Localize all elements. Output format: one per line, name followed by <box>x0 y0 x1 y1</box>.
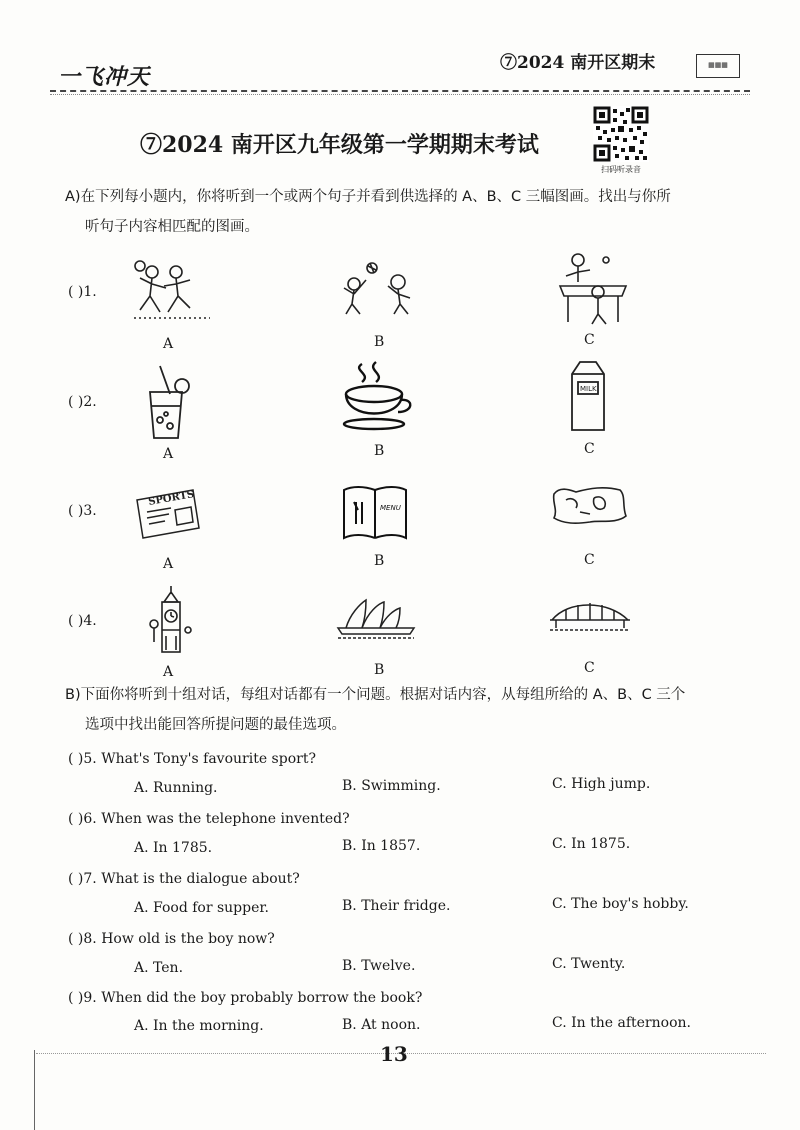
section-b-line-2: 选项中找出能回答所提问题的最佳选项。 <box>85 717 346 733</box>
section-a-line-1: A)在下列每小题内，你将听到一个或两个句子并看到供选择的 A、B、C 三幅图画。找出与你所 <box>65 189 671 205</box>
q7-option-a: A. Food for supper. <box>134 900 269 916</box>
sports-newspaper-picture <box>135 488 201 540</box>
coffee-cup-picture <box>342 360 414 432</box>
q5-option-b: B. Swimming. <box>342 778 441 794</box>
brand-logo-text: 一飞冲天 <box>58 65 151 90</box>
map-picture <box>550 484 630 526</box>
header-exam-label: ⑦2024 南开区期末 <box>500 53 656 73</box>
sports-runners-picture <box>132 258 212 326</box>
q4-option-a-label: A <box>163 664 174 680</box>
header-divider <box>50 90 750 92</box>
question-9-number: ( )9. <box>68 990 97 1006</box>
q1-option-a-label: A <box>163 336 174 352</box>
section-b-instructions <box>65 680 745 740</box>
q9-option-b: B. At noon. <box>342 1017 421 1033</box>
menu-book-picture <box>342 484 408 540</box>
question-9 <box>68 990 422 1006</box>
page-title: ⑦2024 南开区九年级第一学期期末考试 <box>140 132 539 158</box>
q8-option-b: B. Twelve. <box>342 958 416 974</box>
question-5-number: ( )5. <box>68 751 97 767</box>
milk-carton-picture <box>566 360 610 432</box>
question-5-text: What's Tony's favourite sport? <box>101 751 316 767</box>
section-b-line-1: B)下面你将听到十组对话，每组对话都有一个问题。根据对话内容，从每组所给的 A、B、C 三个 <box>65 687 686 703</box>
section-a-instructions <box>65 182 745 242</box>
question-7-number: ( )7. <box>68 871 97 887</box>
header-divider-secondary <box>50 94 750 95</box>
sydney-opera-house-picture <box>336 596 416 642</box>
q5-option-c: C. High jump. <box>552 776 651 792</box>
q1-option-c-label: C <box>584 332 595 348</box>
question-6 <box>68 811 350 827</box>
q7-option-c: C. The boy's hobby. <box>552 896 689 912</box>
question-8 <box>68 931 275 947</box>
menu-label: MENU <box>380 504 401 512</box>
question-3-number: ( )3. <box>68 503 97 519</box>
q6-option-a: A. In 1785. <box>134 840 213 856</box>
binding-margin-line <box>34 1050 35 1130</box>
page-number: 13 <box>380 1042 408 1066</box>
ping-pong-picture <box>558 252 628 326</box>
question-1-number: ( )1. <box>68 284 97 300</box>
q6-option-c: C. In 1875. <box>552 836 631 852</box>
q7-option-b: B. Their fridge. <box>342 898 451 914</box>
q9-option-c: C. In the afternoon. <box>552 1015 691 1031</box>
question-4-number: ( )4. <box>68 613 97 629</box>
juice-glass-picture <box>140 362 192 442</box>
q4-option-b-label: B <box>374 662 385 678</box>
kids-playing-ball-picture <box>340 262 420 318</box>
q4-option-c-label: C <box>584 660 595 676</box>
question-6-text: When was the telephone invented? <box>101 811 350 827</box>
q2-option-b-label: B <box>374 443 385 459</box>
question-8-text: How old is the boy now? <box>101 931 275 947</box>
question-5 <box>68 751 316 767</box>
big-ben-picture <box>148 584 194 656</box>
q5-option-a: A. Running. <box>134 780 218 796</box>
question-2-number: ( )2. <box>68 394 97 410</box>
bridge-picture <box>548 596 632 636</box>
question-6-number: ( )6. <box>68 811 97 827</box>
svg-text:MILK: MILK <box>580 385 597 393</box>
q3-option-c-label: C <box>584 552 595 568</box>
newspaper-label: SPORTS <box>147 489 196 508</box>
q9-option-a: A. In the morning. <box>134 1018 264 1034</box>
section-a-line-2: 听句子内容相匹配的图画。 <box>85 219 259 235</box>
q8-option-a: A. Ten. <box>134 960 184 976</box>
q6-option-b: B. In 1857. <box>342 838 421 854</box>
question-7 <box>68 871 300 887</box>
qr-caption: 扫码听录音 <box>601 165 641 174</box>
question-9-text: When did the boy probably borrow the book? <box>101 990 423 1006</box>
question-8-number: ( )8. <box>68 931 97 947</box>
qr-code-icon[interactable] <box>593 106 649 162</box>
q2-option-c-label: C <box>584 441 595 457</box>
q3-option-a-label: A <box>163 556 174 572</box>
question-7-text: What is the dialogue about? <box>101 871 300 887</box>
q8-option-c: C. Twenty. <box>552 956 626 972</box>
corner-logo-icon: ▦▦▦ <box>696 54 740 78</box>
q2-option-a-label: A <box>163 446 174 462</box>
q3-option-b-label: B <box>374 553 385 569</box>
q1-option-b-label: B <box>374 334 385 350</box>
